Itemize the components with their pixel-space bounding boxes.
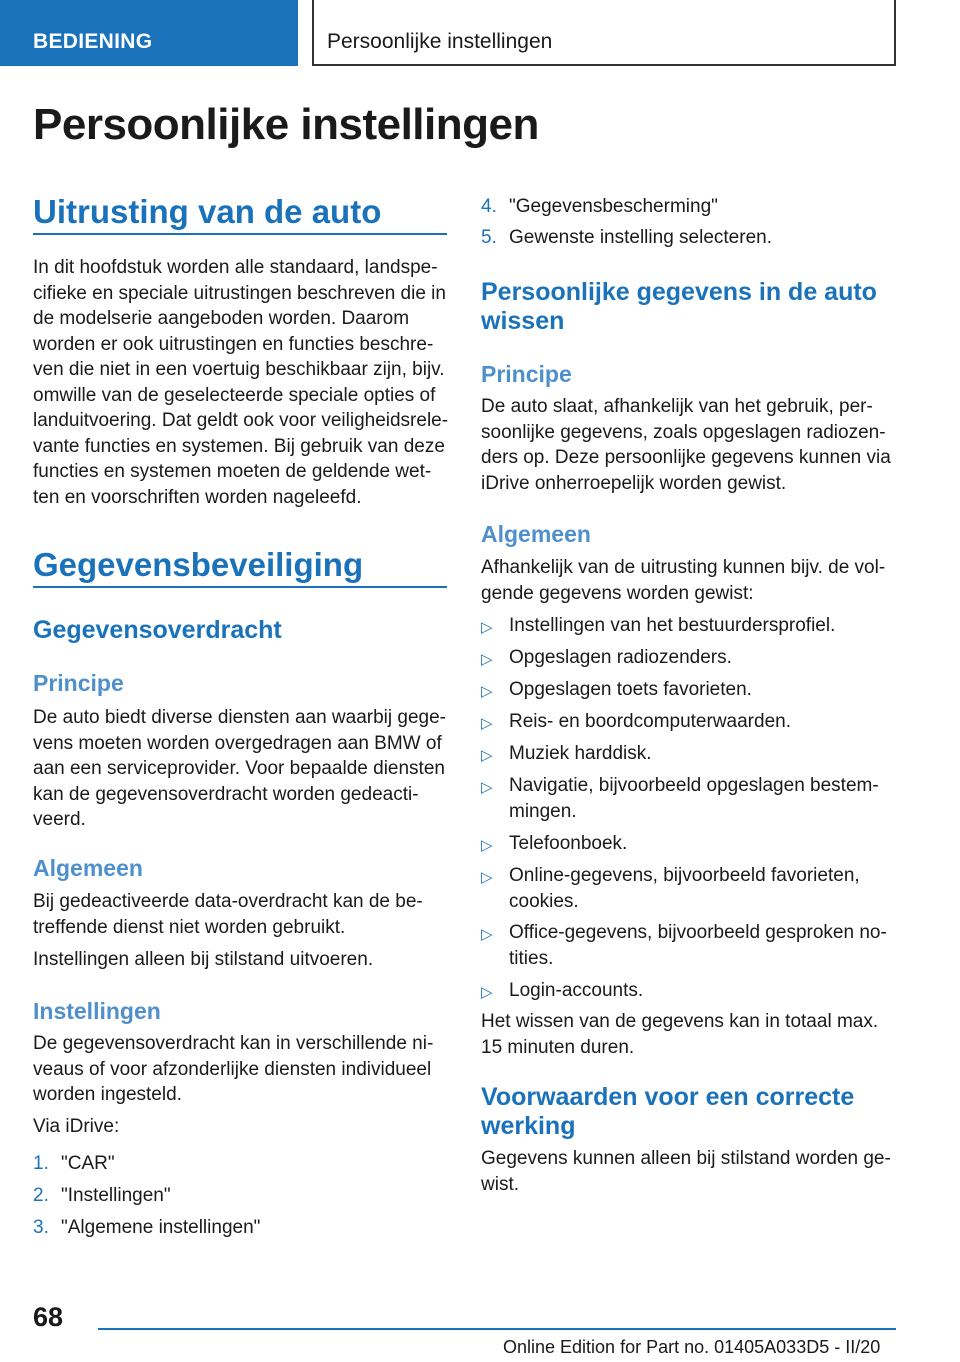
section-rule [33,233,447,235]
step-text: "Gegevensbescherming" [509,196,718,217]
step-text: "Instellingen" [61,1185,171,1206]
section-title-uitrusting: Uitrusting van de auto [33,193,382,230]
header-section-tab [0,0,298,66]
step-text: Gewenste instelling selecteren. [509,227,772,248]
bullet-icon: ▷ [481,837,493,854]
paragraph-instellingen: De gegevensoverdracht kan in verschillende ni‐ veaus of voor afzonderlijke diensten individueel worden ingesteld. [33,1033,434,1105]
paragraph-algemeen-note: Instellingen alleen bij stilstand uitvoeren. [33,949,374,970]
paragraph-voorwaarden: Gegevens kunnen alleen bij stilstand worden ge‐ wist. [481,1148,891,1195]
paragraph-principe: De auto biedt diverse diensten aan waarbij gege‐ vens moeten worden overgedragen aan BMW of aan een serviceprovider. Voor bepaalde diensten kan de gegevensoverdracht worden gedeacti‐ veerd. [33,707,446,830]
step-number: 4. [481,196,497,217]
bullet-icon: ▷ [481,619,493,636]
step-text: "CAR" [61,1153,115,1174]
bullet-icon: ▷ [481,779,493,796]
paragraph-uitrusting: In dit hoofdstuk worden alle standaard, landspe‐ cifieke en speciale uitrustingen beschreven die in de modelserie aangeboden worden. Daarom worden er ook uitrustingen en functies beschre‐ ven die niet in een voertuig beschikbaar zijn, bijv. omwille van de geselecteerde speciale opties of landuitvoering. Dat geldt ook voor veiligheidsrele‐ vante functies en systemen. Bij gebruik van deze functies en systemen moeten de geldende wet‐ ten en voorschriften worden nageleefd. [33,257,449,508]
list-item: Reis- en boordcomputerwaarden. [509,711,791,732]
list-item: Telefoonboek. [509,833,628,854]
bullet-icon: ▷ [481,747,493,764]
section-rule [33,586,447,588]
paragraph-wissen-duur: Het wissen van de gegevens kan in totaal max. 15 minuten duren. [481,1011,879,1058]
section-title-gegevens-wissen: Persoonlijke gegevens in de auto wissen [481,278,877,335]
list-item: Instellingen van het bestuurdersprofiel. [509,615,836,636]
bullet-icon: ▷ [481,869,493,886]
list-item: Navigatie, bijvoorbeeld opgeslagen bestem‐ mingen. [509,775,879,822]
list-item: Online-gegevens, bijvoorbeeld favorieten, cookies. [509,865,860,912]
bullet-icon: ▷ [481,984,493,1001]
bullet-icon: ▷ [481,683,493,700]
list-item: Login-accounts. [509,980,644,1001]
heading-principe: Principe [481,361,572,387]
step-number: 1. [33,1153,49,1174]
footer-edition: Online Edition for Part no. 01405A033D5 - II/20 [503,1337,881,1357]
header-chapter-label: Persoonlijke instellingen [327,30,553,53]
list-item: Muziek harddisk. [509,743,652,764]
list-item: Opgeslagen toets favorieten. [509,679,752,700]
heading-instellingen: Instellingen [33,998,161,1024]
paragraph-principe: De auto slaat, afhankelijk van het gebruik, per‐ soonlijke gegevens, zoals opgeslagen radiozen‐ ders op. Deze persoonlijke gegevens kunnen via iDrive onherroepelijk worden gewist. [481,396,891,494]
step-text: "Algemene instellingen" [61,1217,261,1238]
heading-principe: Principe [33,670,124,696]
paragraph-algemeen: Afhankelijk van de uitrusting kunnen bijv. de vol‐ gende gegevens worden gewist: [481,557,886,604]
header-section-label: BEDIENING [33,30,153,53]
bullet-icon: ▷ [481,651,493,668]
list-item: Opgeslagen radiozenders. [509,647,732,668]
header-chapter-box [312,0,896,66]
list-item: Office-gegevens, bijvoorbeeld gesproken no‐ tities. [509,922,887,969]
heading-algemeen: Algemeen [481,521,591,547]
footer-rule [98,1328,896,1330]
subsection-title-gegevensoverdracht: Gegevensoverdracht [33,616,282,644]
step-number: 2. [33,1185,49,1206]
section-title-gegevensbeveiliging: Gegevensbeveiliging [33,546,364,583]
page-number: 68 [33,1302,64,1332]
step-number: 3. [33,1217,49,1238]
step-number: 5. [481,227,497,248]
heading-algemeen: Algemeen [33,855,143,881]
page-title: Persoonlijke instellingen [33,100,539,149]
paragraph-algemeen: Bij gedeactiveerde data-overdracht kan de be‐ treffende dienst niet worden gebruikt. [33,891,423,938]
bullet-icon: ▷ [481,926,493,943]
bullet-icon: ▷ [481,715,493,732]
paragraph-via-idrive: Via iDrive: [33,1116,120,1137]
heading-voorwaarden: Voorwaarden voor een correcte werking [481,1083,855,1140]
